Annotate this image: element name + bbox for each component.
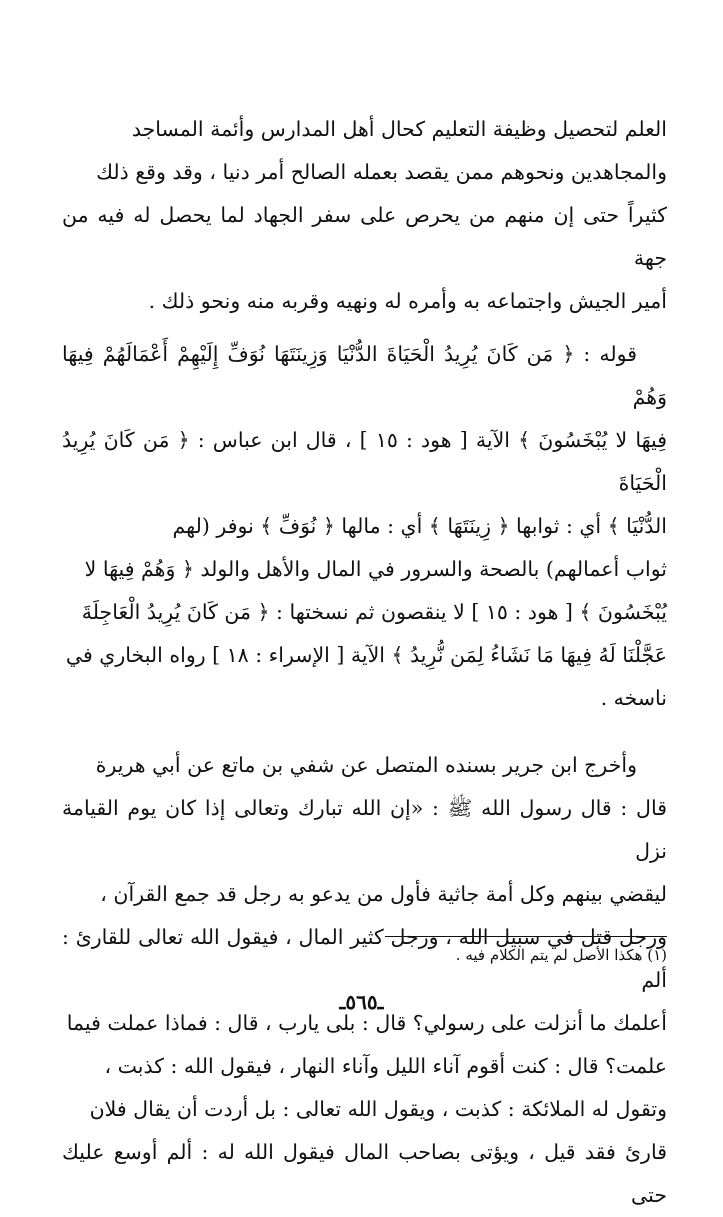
text-line: علمت؟ قال : كنت أقوم آناء الليل وآناء النهار ، فيقول الله : كذبت ،: [104, 1054, 667, 1078]
text-line: فِيهَا لا يُبْخَسُونَ ﴾ الآية [ هود : ١٥ ] ، قال ابن عباس : ﴿ مَن كَانَ يُرِيدُ الْحَيَاةَ: [62, 428, 668, 495]
paragraph-3: [62, 744, 667, 1217]
text-line: ثواب أعمالهم) بالصحة والسرور في المال والأهل والولد ﴿ وَهُمْ فِيهَا لا: [84, 557, 667, 581]
footnote-divider: [385, 936, 667, 937]
footnote: (١) هكذا الأصل لم يتم الكلام فيه .: [455, 946, 667, 964]
paragraph-2: [62, 333, 667, 720]
text-line: يُبْخَسُونَ ﴾ [ هود : ١٥ ] لا ينقصون ثم نسختها : ﴿ مَن كَانَ يُرِيدُ الْعَاجِلَةَ: [81, 600, 667, 624]
text-line: قوله : ﴿ مَن كَانَ يُرِيدُ الْحَيَاةَ الدُّنْيَا وَزِينَتَهَا نُوَفِّ إِلَيْهِمْ أَعْمَالَهُمْ فِيهَا وَهُمْ: [62, 342, 667, 409]
page-number: ـ٥٦٥ـ: [339, 990, 384, 1014]
text-line: أمير الجيش واجتماعه به وأمره له ونهيه وقربه منه ونحو ذلك .: [148, 289, 667, 313]
text-line: ناسخه .: [600, 686, 667, 710]
text-line: وتقول له الملائكة : كذبت ، ويقول الله تعالى : بل أردت أن يقال فلان: [89, 1097, 667, 1121]
text-line: ليقضي بينهم وكل أمة جاثية فأول من يدعو به رجل قد جمع القرآن ،: [100, 882, 667, 906]
text-line: عَجَّلْنَا لَهُ فِيهَا مَا نَشَاءُ لِمَن نُّرِيدُ ﴾ الآية [ الإسراء : ١٨ ] رواه البخاري في: [65, 643, 667, 667]
text-line: قارئ فقد قيل ، ويؤتى بصاحب المال فيقول الله له : ألم أوسع عليك حتى: [62, 1140, 667, 1207]
text-line: ورجل قتل في سبيل الله ، ورجل كثير المال ، فيقول الله تعالى للقارئ : ألم: [62, 925, 667, 992]
text-line: قال : قال رسول الله ﷺ : «إن الله تبارك وتعالى إذا كان يوم القيامة نزل: [62, 796, 667, 863]
text-line: كثيراً حتى إن منهم من يحرص على سفر الجهاد لما يحصل له فيه من جهة: [62, 203, 667, 270]
text-line: والمجاهدين ونحوهم ممن يقصد بعمله الصالح أمر دنيا ، وقد وقع ذلك: [96, 160, 667, 184]
text-line: أعلمك ما أنزلت على رسولي؟ قال : بلى يارب ، قال : فماذا عملت فيما: [66, 1011, 667, 1035]
text-line: العلم لتحصيل وظيفة التعليم كحال أهل المدارس وأئمة المساجد: [131, 117, 667, 141]
text-line: وأخرج ابن جرير بسنده المتصل عن شفي بن ماتع عن أبي هريرة: [95, 753, 637, 777]
page-body: [62, 108, 667, 1217]
paragraph-1: [62, 108, 667, 323]
text-line: الدُّنْيَا ﴾ أي : ثوابها ﴿ زِينَتَهَا ﴾ أي : مالها ﴿ نُوَفِّ ﴾ نوفر (لهم: [172, 514, 667, 538]
